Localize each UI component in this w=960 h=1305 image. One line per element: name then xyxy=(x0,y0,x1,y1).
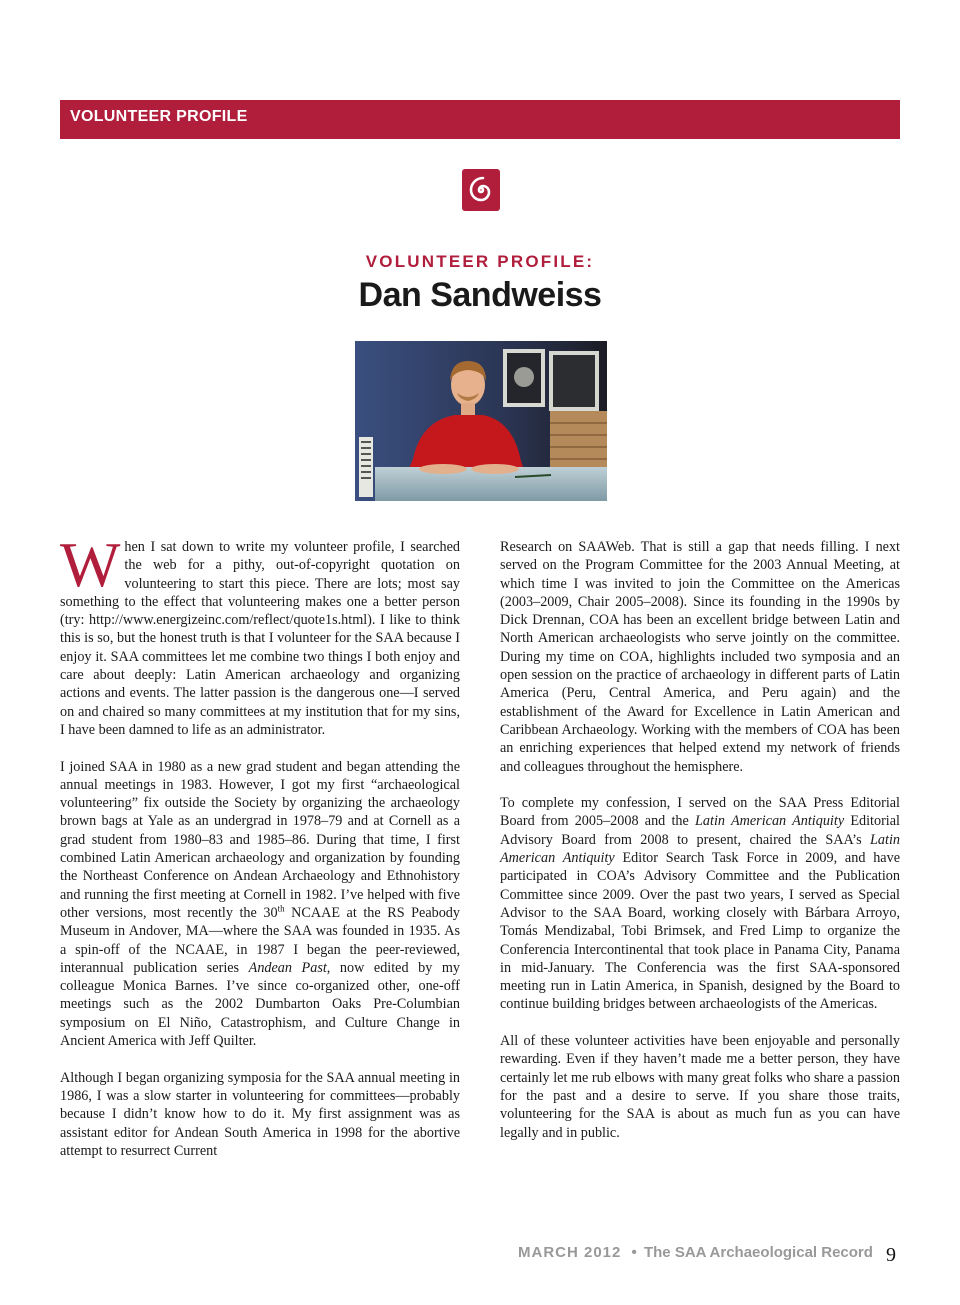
paragraph-text: , now edited by my colleague Monica Barnes. I’ve since co-organized other, one-off meetings such as the 2002 Dumbarton Oaks Pre-Columbian symposium on El Niño, Catastrophism, and Culture Change in Ancient America with Jeff Quilter. xyxy=(60,959,461,1050)
profile-photo xyxy=(355,341,607,501)
paragraph-text: All of these volunteer activities have been enjoyable and personally rewarding. Even if they haven’t made me a better person, they have certainly let me rub elbows with many great folks who share a passion for the past and a desire to serve. If you share those traits, volunteering for the SAA is about as much fun as you can have legally and in public. xyxy=(500,1033,900,1141)
spiral-logo-icon xyxy=(461,168,501,212)
page-number: 9 xyxy=(886,1244,896,1266)
article-column-right xyxy=(500,538,900,1160)
article-paragraph xyxy=(60,1069,460,1160)
profile-kicker: VOLUNTEER PROFILE: xyxy=(365,252,595,271)
article-paragraph xyxy=(500,794,900,1014)
paragraph-text: Editorial Advisory Board from 2008 to present, chaired the SAA’s xyxy=(500,813,900,848)
paragraph-text: NCAAE at the RS Peabody Museum in Andover, MA—where the SAA was founded in 1935. As a spin-off of the NCAAE, in 1987 I began the peer-reviewed, interannual publication series xyxy=(60,904,460,976)
section-banner xyxy=(60,100,900,139)
article-paragraph xyxy=(60,529,460,739)
paragraph-text: To complete my confession, I served on the SAA Press Editorial Board from 2005–2008 and the xyxy=(500,795,900,830)
article-paragraph-continued xyxy=(500,538,900,776)
profile-name: Dan Sandweiss xyxy=(358,276,602,314)
paragraph-text: hen I sat down to write my volunteer profile, I searched the web for a pithy, out-of-copyright quotation on volunteering to start this piece. There are lots; most say something to the effect that volunteering makes one a better person (try: http://www.energizeinc.com/reflect/quote1s.html). I like to think this is so, but the honest truth is that I volunteer for the SAA because I enjoy it. SAA committees let me combine two things I both enjoy and care about deeply: Latin American archaeology and organizing actions and events. The latter passion is the dangerous one—I served on and chaired so many committees at my institution that for my sins, I have been damned to life as an administrator. xyxy=(60,539,460,738)
journal-title: Latin American Antiquity xyxy=(695,813,845,830)
article-paragraph xyxy=(500,1032,900,1142)
drop-cap: W xyxy=(60,529,121,600)
footer-publication: The SAA Archaeological Record xyxy=(643,1244,873,1261)
page-footer xyxy=(518,1244,873,1261)
paragraph-text: Editor Search Task Force in 2009, and have participated in COA’s Advisory Committee and the Publication Committee since 2009. Over the past two years, I served as Special Advisor to the SAA Board, working closely with Bárbara Arroyo, Tomás Mendizabal, Tobi Brimsek, and Fred Limp to organize the Conferencia Intercontinental that took place in Panama City, Panama in mid-January. The Conferencia was the first SAA-sponsored meeting run in Latin America, in Spanish, designed by the Board to continue building bridges between archaeologists of the Americas. xyxy=(500,850,900,1013)
paragraph-text: Research on SAAWeb. That is still a gap that needs filling. I next served on the Program Committee for the 2003 Annual Meeting, at which time I was invited to join the Committee on the Americas (2003–2009, Chair 2005–2008). Since its founding in the 1990s by Dick Drennan, COA has been an excellent bridge between Latin and North American archaeologists who serve jointly on the committee. During my time on COA, highlights included two symposia and an open session on the practice of archaeology in different parts of Latin America (Peru, Central America, and Peru again) and the establishment of the Award for Excellence in Latin American and Caribbean Archaeology. Working with the members of COA has been an enriching experiences that helped extend my network of friends and colleagues throughout the hemisphere. xyxy=(500,539,900,775)
journal-title: Latin American Antiquity xyxy=(500,831,900,867)
section-banner-label: VOLUNTEER PROFILE xyxy=(70,108,248,125)
article-column-left xyxy=(60,529,461,1178)
article-paragraph xyxy=(60,758,460,1051)
paragraph-text: I joined SAA in 1980 as a new grad student and began attending the annual meetings in 1983. However, I got my first “archaeological volunteering” fix outside the Society by organizing the archaeology brown bags at Yale as an undergrad in 1978–79 and at Cornell as a grad student from 1980–83 and 1985–86. During that time, I first combined Latin American archaeology and organization by founding the Northeast Conference on Andean Archaeology and Ethnohistory and running the first meeting at Cornell in 1982. I’ve helped with five other versions, most recently the 30 xyxy=(60,758,460,921)
footer-bullet: • xyxy=(631,1244,637,1261)
paragraph-text: Although I began organizing symposia for the SAA annual meeting in 1986, I was a slow starter in volunteering for committees—probably because I didn’t know how to do it. My first assignment was as assistant editor for Andean South America in 1998 for the abortive attempt to resurrect Current xyxy=(60,1069,460,1159)
superscript: th xyxy=(277,903,285,914)
footer-issue: MARCH 2012 xyxy=(518,1244,622,1261)
publication-title: Andean Past xyxy=(248,959,327,976)
